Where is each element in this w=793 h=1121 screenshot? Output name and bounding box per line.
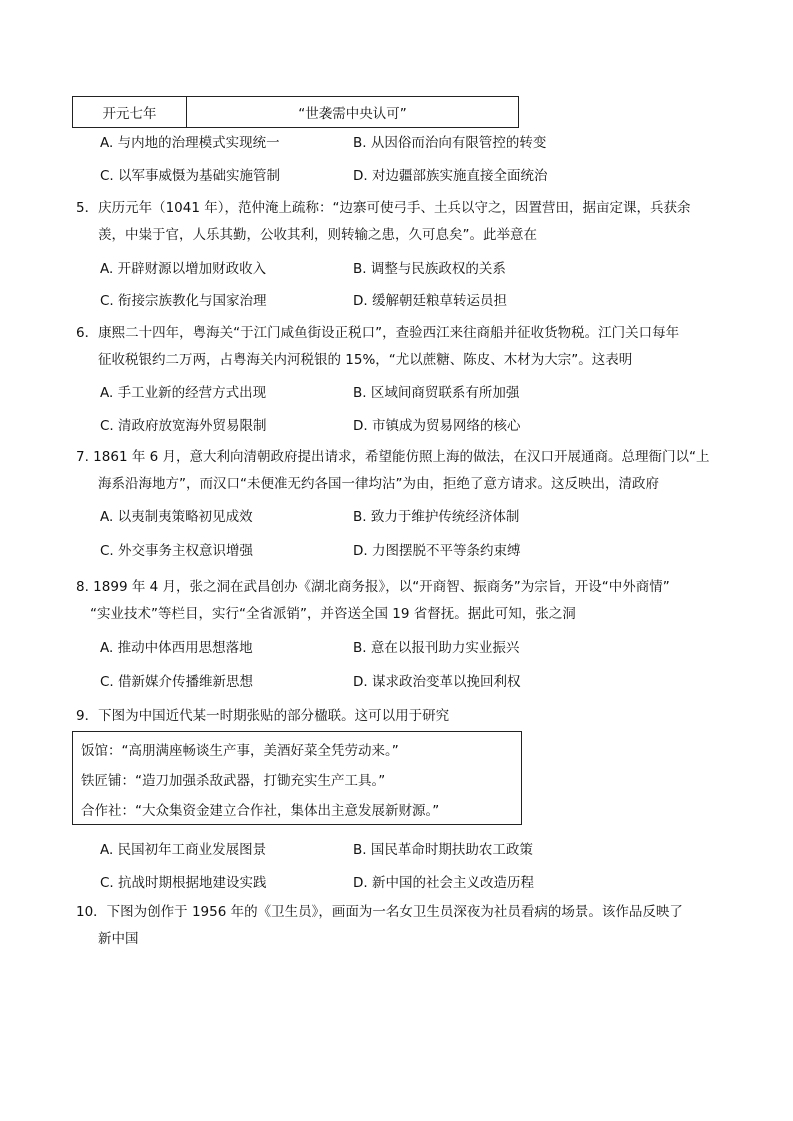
q8-option-d: D. 谋求政治变革以挽回利权 <box>353 674 521 690</box>
q8-stem-line2: “实业技术”等栏目，实行“全省派销”，并咨送全国 19 省督抚。据此可知，张之洞 <box>90 606 576 622</box>
q6-option-a: A. 手工业新的经营方式出现 <box>100 385 267 401</box>
q6-option-d: D. 市镇成为贸易网络的核心 <box>353 418 521 434</box>
q5-option-c: C. 衔接宗族教化与国家治理 <box>100 293 267 309</box>
q9-option-a: A. 民国初年工商业发展图景 <box>100 842 267 858</box>
table-cell-text: “世袭需中央认可” <box>298 106 407 122</box>
q4-option-d: D. 对边疆部族实施直接全面统治 <box>353 168 548 184</box>
q7-option-c: C. 外交事务主权意识增强 <box>100 543 254 559</box>
q10-stem-line2: 新中国 <box>98 931 139 947</box>
q6-option-c: C. 清政府放宽海外贸易限制 <box>100 418 267 434</box>
q5-stem-line1: 5．庆历元年（1041 年），范仲淹上疏称：“边寨可使弓手、土兵以守之，因置营田，据亩定课，兵获余 <box>76 200 691 216</box>
q6-stem-line1: 6．康熙二十四年，粤海关“于江门咸鱼街设正税口”，查验西江来往商船并征收货物税。江门关口每年 <box>76 325 680 341</box>
q9-option-c: C. 抗战时期根据地建设实践 <box>100 875 267 891</box>
q5-option-b: B. 调整与民族政权的关系 <box>353 261 506 277</box>
couplet-blacksmith: 铁匠铺：“造刀加强杀敌武器，打锄充实生产工具。” <box>81 773 386 789</box>
q9-option-d: D. 新中国的社会主义改造历程 <box>353 875 534 891</box>
q7-option-b: B. 致力于维护传统经济体制 <box>353 509 520 525</box>
q9-option-b: B. 国民革命时期扶助农工政策 <box>353 842 533 858</box>
q8-option-c: C. 借新媒介传播维新思想 <box>100 674 254 690</box>
q7-option-a: A. 以夷制夷策略初见成效 <box>100 509 253 525</box>
q9-stem-line1: 9．下图为中国近代某一时期张贴的部分楹联。这可以用于研究 <box>76 708 450 724</box>
q5-stem-line2: 羡，中粜于官，人乐其勤，公收其利，则转输之患，久可息矣”。此举意在 <box>98 227 537 243</box>
q6-stem-line2: 征收税银约二万两，占粤海关内河税银的 15%，“尤以蔗糖、陈皮、木材为大宗”。这表明 <box>98 352 633 368</box>
q7-stem-line1: 7. 1861 年 6 月，意大利向清朝政府提出请求，希望能仿照上海的做法，在汉口开展通商。总理衙门以“上 <box>76 449 710 465</box>
q8-option-a: A. 推动中体西用思想落地 <box>100 640 253 656</box>
q6-option-b: B. 区域间商贸联系有所加强 <box>353 385 520 401</box>
q10-stem-line1: 10．下图为创作于 1956 年的《卫生员》，画面为一名女卫生员深夜为社员看病的场景。该作品反映了 <box>76 904 683 920</box>
q8-stem-line1: 8. 1899 年 4 月，张之洞在武昌创办《湖北商务报》，以“开商智、振商务”为宗旨，开设“中外商情” <box>76 579 670 595</box>
q7-option-d: D. 力图摆脱不平等条约束缚 <box>353 543 521 559</box>
q4-option-c: C. 以军事威慑为基础实施管制 <box>100 168 281 184</box>
couplet-box <box>72 731 522 825</box>
q4-option-b: B. 从因俗而治向有限管控的转变 <box>353 135 547 151</box>
q5-option-d: D. 缓解朝廷粮草转运员担 <box>353 293 507 309</box>
table-cell-year: 开元七年 <box>73 97 187 127</box>
data-table <box>72 96 519 128</box>
couplet-cooperative: 合作社：“大众集资金建立合作社，集体出主意发展新财源。” <box>81 803 440 819</box>
couplet-restaurant: 饭馆：“高朋满座畅谈生产事，美酒好菜全凭劳动来。” <box>81 743 399 759</box>
q4-option-a: A. 与内地的治理模式实现统一 <box>100 135 280 151</box>
q8-option-b: B. 意在以报刊助力实业振兴 <box>353 640 520 656</box>
q7-stem-line2: 海系沿海地方”，而汉口“未便准无约各国一律均沾”为由，拒绝了意方请求。这反映出，清政府 <box>98 476 659 492</box>
q5-option-a: A. 开辟财源以增加财政收入 <box>100 261 267 277</box>
